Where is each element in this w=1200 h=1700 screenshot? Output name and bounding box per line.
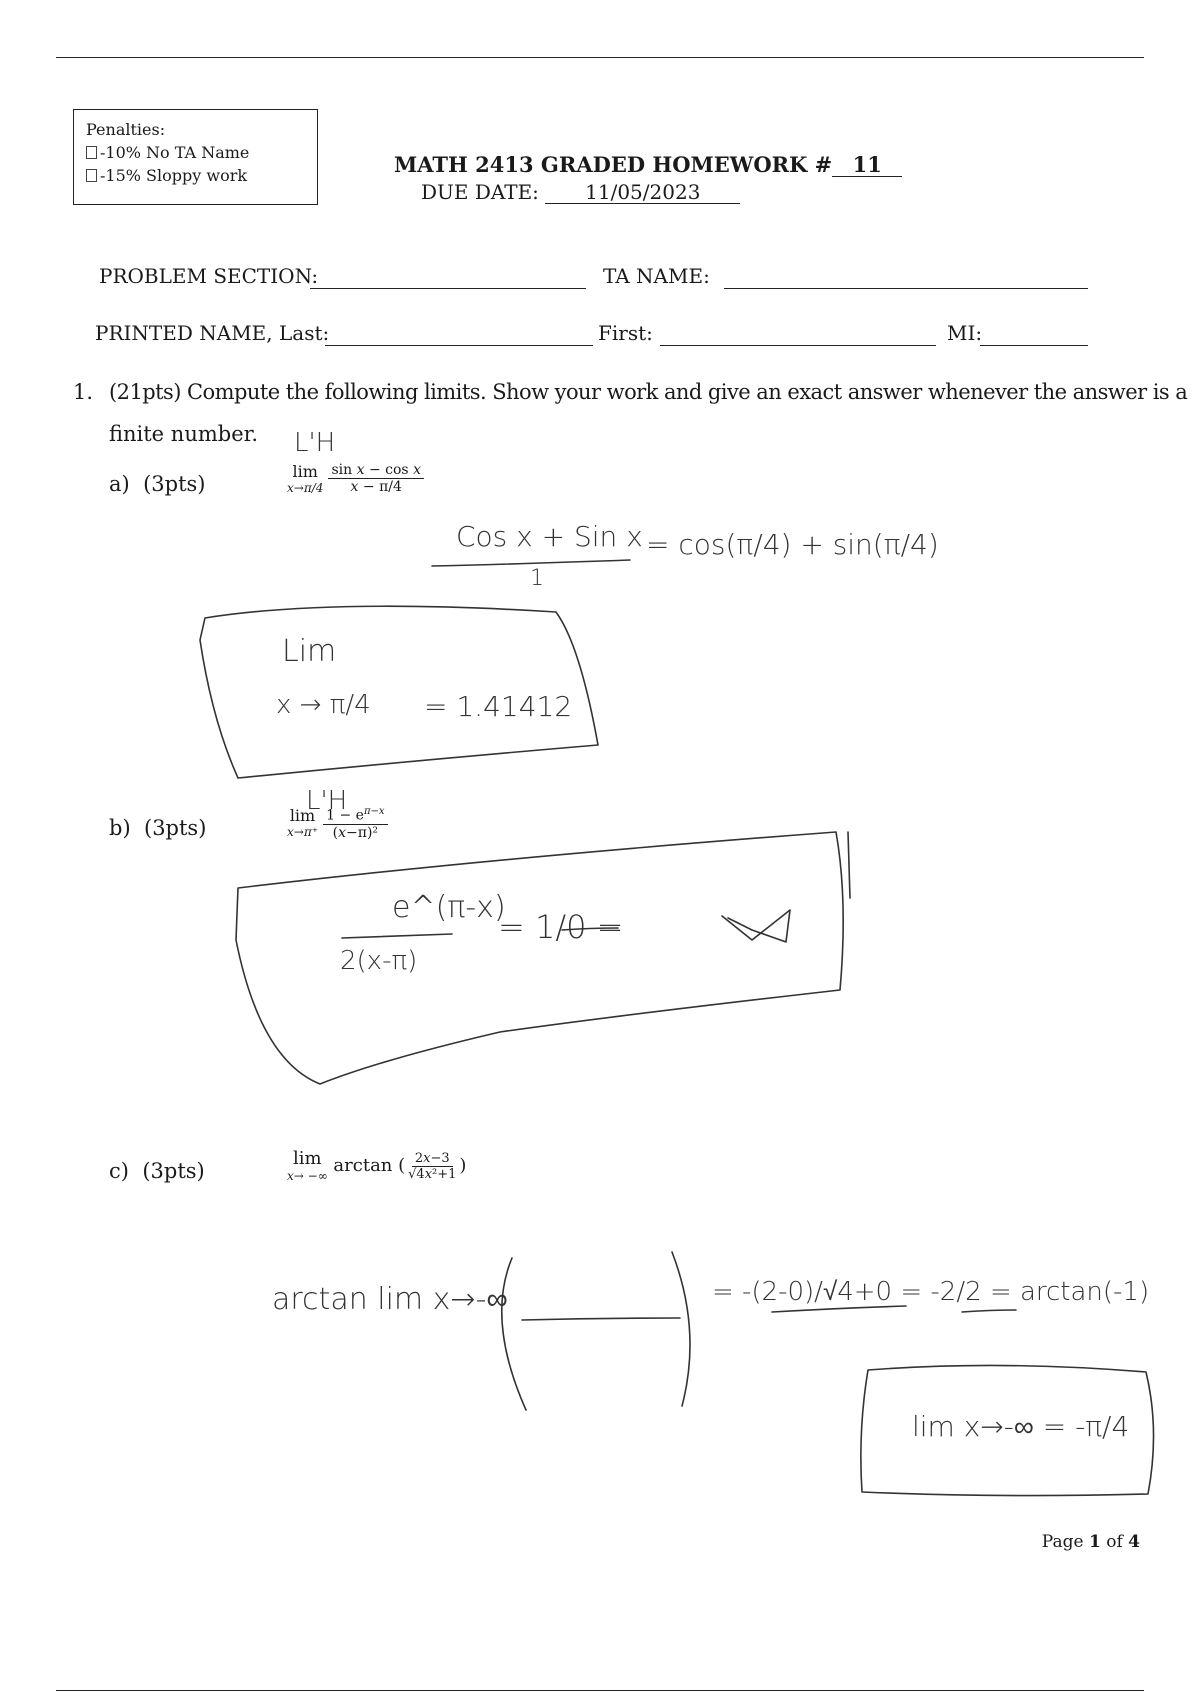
page-indicator: Page 1 of 4 bbox=[1041, 1532, 1140, 1552]
mi-label: MI: bbox=[947, 321, 983, 345]
handwritten-infinity bbox=[722, 910, 790, 942]
handwritten-fraction-bar bbox=[522, 1318, 680, 1320]
handwritten-fraction-bar bbox=[342, 934, 452, 938]
handwritten-note-lh: L'H bbox=[294, 428, 336, 458]
fraction: $\frac{\text{sin x − cos x}}{x - \pi/4}$ bbox=[328, 462, 424, 495]
penalty-item: -15% Sloppy work bbox=[86, 164, 305, 187]
handwritten-work: 2(x-π) bbox=[340, 946, 418, 976]
due-date-line: DUE DATE: 11/05/2023 bbox=[421, 180, 740, 204]
limit-operator: lim x→ −∞ bbox=[287, 1148, 328, 1183]
ta-name-label: TA NAME: bbox=[603, 264, 710, 288]
handwritten-parenthesis bbox=[672, 1252, 690, 1406]
homework-title: MATH 2413 GRADED HOMEWORK # 11 bbox=[394, 152, 902, 177]
due-date: 11/05/2023 bbox=[545, 182, 740, 204]
part-a-label: a) (3pts) bbox=[109, 472, 206, 496]
handwritten-answer-box bbox=[236, 832, 843, 1084]
handwritten-work: = cos(π/4) + sin(π/4) bbox=[646, 528, 939, 561]
handwritten-work: arctan lim x→-∞ bbox=[272, 1282, 508, 1317]
handwritten-work: = -(2-0)/√4+0 = -2/2 = arctan(-1) bbox=[712, 1277, 1150, 1307]
question-number: 1. bbox=[73, 380, 94, 404]
penalty-item: -10% No TA Name bbox=[86, 141, 305, 164]
handwritten-work: 1 bbox=[530, 566, 544, 591]
handwritten-answer: Lim bbox=[282, 634, 337, 669]
handwritten-parenthesis bbox=[502, 1258, 526, 1410]
handwritten-answer: = 1.41412 bbox=[424, 690, 573, 723]
question-text: (21pts) Compute the following limits. Show your work and give an exact answer whenever the answer is a bbox=[109, 380, 1188, 404]
handwritten-work: Cos x + Sin x bbox=[456, 520, 643, 553]
first-name-label: First: bbox=[598, 321, 653, 345]
problem-section-label: PROBLEM SECTION: bbox=[99, 264, 319, 288]
handwritten-answer: lim x→-∞ = -π/4 bbox=[912, 1410, 1130, 1443]
part-c-expression: lim x→ −∞ arctan ( $\frac{2x-3}{\text{√4x²+1}}$ ) bbox=[287, 1148, 467, 1183]
handwritten-note-lh: L'H bbox=[306, 786, 348, 816]
handwritten-mark bbox=[848, 832, 850, 898]
fraction: $\frac{2x-3}{\text{√4x²+1}}$ bbox=[408, 1150, 457, 1182]
homework-number: 11 bbox=[832, 154, 902, 177]
fraction: $\frac{1 - e^{\pi-x}}{\text{(x−π)²}}$ bbox=[323, 806, 387, 841]
limit-operator: lim x→π⁺ bbox=[287, 806, 319, 840]
printed-name-label: PRINTED NAME, Last: bbox=[95, 321, 330, 345]
part-b-label: b) (3pts) bbox=[109, 816, 207, 840]
handwritten-work: e^(π-x) bbox=[392, 890, 506, 925]
question-text-cont: finite number. bbox=[109, 422, 259, 446]
penalties-heading: Penalties: bbox=[86, 120, 166, 139]
limit-operator: lim x→π/4 bbox=[287, 461, 324, 495]
handwritten-answer: x → π/4 bbox=[276, 690, 371, 720]
handwritten-work: = 1/0 = bbox=[498, 908, 624, 946]
part-c-label: c) (3pts) bbox=[109, 1159, 205, 1183]
handwritten-fraction-bar bbox=[962, 1310, 1016, 1312]
